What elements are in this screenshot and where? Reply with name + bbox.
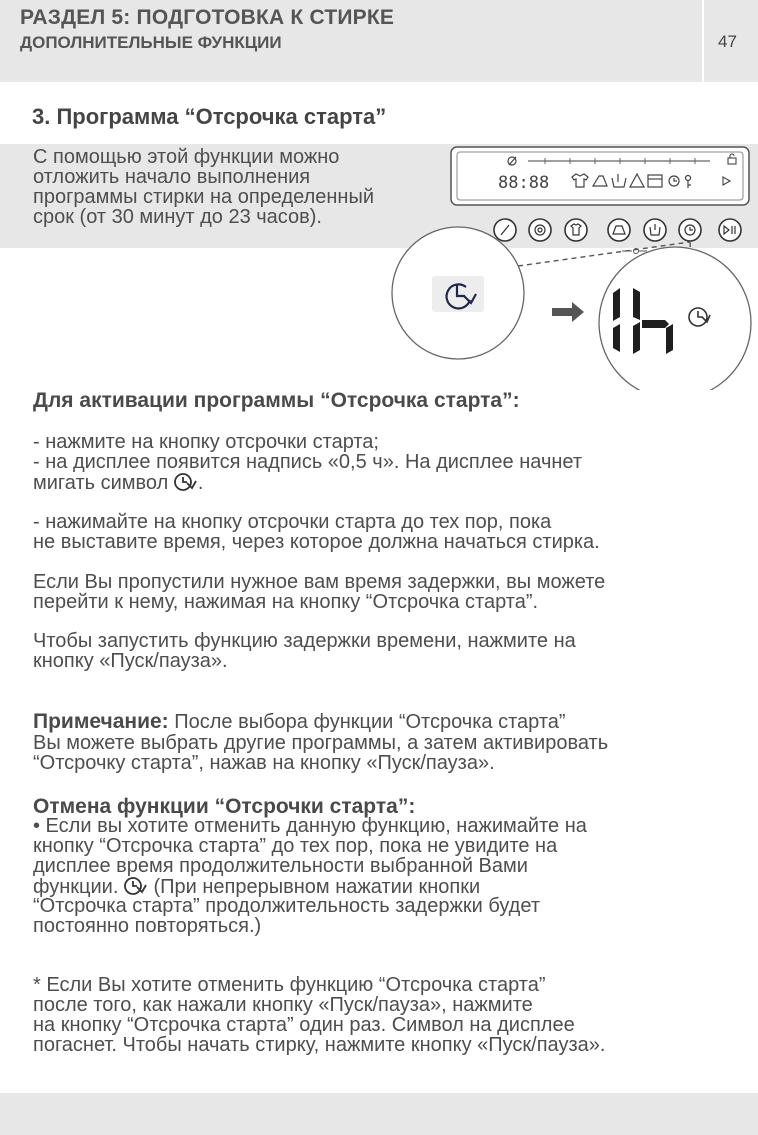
note-label: Примечание: (33, 710, 169, 733)
footnote-line3: на кнопку “Отсрочка старта” один раз. Символ на дисплее (33, 1014, 575, 1036)
cancel-line4-start: функции. (33, 876, 124, 898)
footnote-line1: * Если Вы хотите отменить функцию “Отсрочка старта” (33, 974, 546, 996)
page-number: 47 (718, 32, 737, 51)
note-line1 (33, 712, 566, 732)
activation-step1-line2: - на дисплее появится надпись «0,5 ч». На дисплее начнет (33, 451, 583, 473)
cancel-line6: постоянно повторяться.) (33, 915, 262, 937)
start-pause-button (719, 219, 741, 241)
activation-step1-line3-end: . (197, 472, 204, 494)
activation-step1-line3 (33, 472, 203, 493)
cancel-line5: “Отсрочка старта” продолжительность задержки будет (33, 895, 540, 917)
footnote-line2: после того, как нажали кнопку «Пуск/пауза», нажмите (33, 994, 533, 1016)
display-digits: 88:88 (498, 173, 550, 193)
control-panel-illustration (380, 140, 758, 390)
note-line2: Вы можете выбрать другие программы, а затем активировать (33, 732, 609, 754)
cancel-line3: дисплее время продолжительности выбранной Вами (33, 855, 528, 877)
activation-step2-line1: - нажимайте на кнопку отсрочки старта до тех пор, пока (33, 511, 552, 533)
activation-step2-line2: не выставите время, через которое должна начаться стирка. (33, 531, 600, 553)
section-title: РАЗДЕЛ 5: ПОДГОТОВКА К СТИРКЕ (20, 6, 395, 29)
spin-button (529, 219, 551, 241)
section-subtitle: ДОПОЛНИТЕЛЬНЫЕ ФУНКЦИИ (20, 33, 282, 52)
activation-step1-line3-text: мигать символ (33, 472, 174, 494)
intro-line: С помощью этой функции можно (33, 146, 340, 168)
arrow-right-icon (552, 302, 584, 322)
program-heading: 3. Программа “Отсрочка старта” (32, 104, 387, 129)
header-divider (702, 0, 704, 82)
footnote-line4: погаснет. Чтобы начать стирку, нажмите кнопку «Пуск/пауза». (33, 1034, 606, 1056)
activation-para3-line2: перейти к нему, нажимая на кнопку “Отсрочка старта”. (33, 591, 539, 613)
cancel-line4-end: (При непрерывном нажатии кнопки (147, 876, 481, 898)
footer-bar (0, 1093, 758, 1135)
shirt-button (565, 219, 587, 241)
cancel-line1: • Если вы хотите отменить данную функцию, нажимайте на (33, 815, 587, 837)
cancel-heading: Отмена функции “Отсрочки старта”: (33, 795, 416, 818)
activation-heading: Для активации программы “Отсрочка старта”: (33, 389, 520, 412)
zoom-display-text: 1h (620, 340, 622, 341)
intro-line: отложить начало выполнения (33, 166, 311, 188)
activation-step1-line1: - нажмите на кнопку отсрочки старта; (33, 431, 379, 453)
note-line3: “Отсрочку старта”, нажав на кнопку «Пуск/пауза». (33, 752, 495, 774)
note-line1-text: После выбора функции “Отсрочка старта” (168, 711, 566, 733)
activation-para4-line2: кнопку «Пуск/пауза». (33, 650, 228, 672)
zoom-display-circle (599, 247, 751, 390)
cancel-line4 (33, 876, 480, 897)
intro-line: программы стирки на определенный (33, 186, 375, 208)
iron-button (608, 219, 630, 241)
cancel-line2: кнопку “Отсрочка старта” до тех пор, пока не увидите на (33, 835, 558, 857)
panel-buttons (494, 219, 741, 241)
activation-para4-line1: Чтобы запустить функцию задержки времени, нажмите на (33, 630, 576, 652)
delay-start-icon (124, 876, 148, 896)
delay-start-icon (174, 472, 198, 492)
activation-para3-line1: Если Вы пропустили нужное вам время задержки, вы можете (33, 571, 606, 593)
intro-line: срок (от 30 минут до 23 часов). (33, 206, 322, 228)
